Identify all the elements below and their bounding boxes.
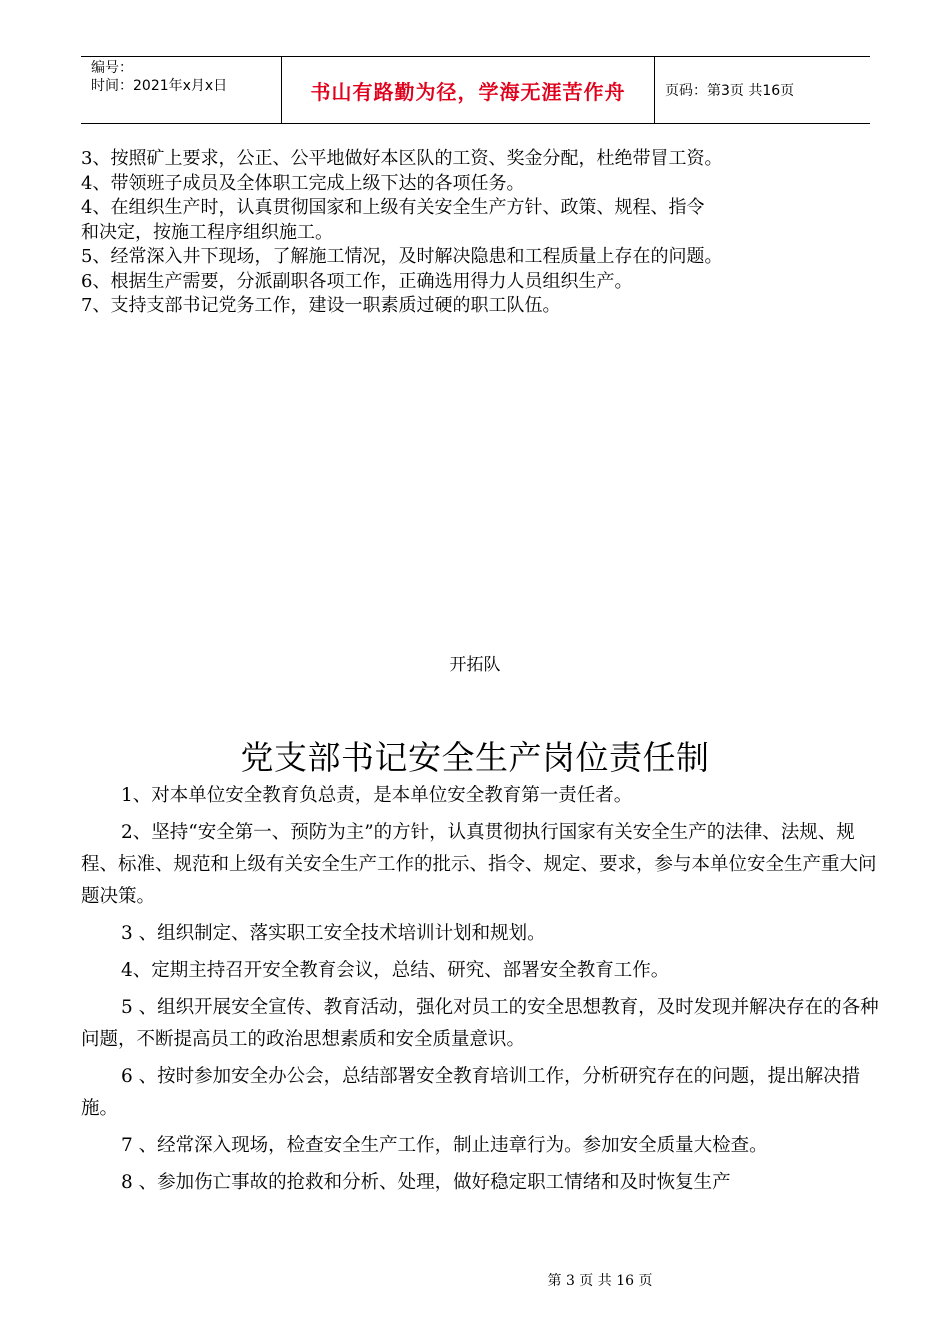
list-item: 4、在组织生产时，认真贯彻国家和上级有关安全生产方针、政策、规程、指令 <box>81 197 705 218</box>
list-item: 3、按照矿上要求，公正、公平地做好本区队的工资、奖金分配，杜绝带冒工资。 <box>81 148 723 169</box>
list-item: 7、支持支部书记党务工作，建设一职素质过硬的职工队伍。 <box>81 295 561 316</box>
list-item: 7 、经常深入现场，检查安全生产工作，制止违章行为。参加安全质量大检查。 <box>121 1135 768 1156</box>
header-motto: 书山有路勤为径，学海无涯苦作舟 <box>282 57 655 123</box>
document-number-label: 编号： <box>91 60 133 76</box>
list-item: 6、根据生产需要，分派副职各项工作，正确选用得力人员组织生产。 <box>81 270 633 292</box>
list-item: 8 、参加伤亡事故的抢救和分析、处理，做好稳定职工情绪和及时恢复生产 <box>121 1172 731 1193</box>
responsibility-list <box>81 780 881 1204</box>
list-item: 4、定期主持召开安全教育会议，总结、研究、部署安全教育工作。 <box>121 960 670 981</box>
duty-list-continued <box>81 147 881 319</box>
header-meta <box>81 57 282 123</box>
list-item: 3 、组织制定、落实职工安全技术培训计划和规划。 <box>121 923 546 944</box>
section-title: 党支部书记安全生产岗位责任制 <box>240 738 710 777</box>
page-footer: 第 3 页 共 16 页 <box>547 1273 653 1289</box>
list-item: 2、坚持“安全第一、预防为主”的方针，认真贯彻执行国家有关安全生产的法律、法规、规程、标准、规范和上级有关安全生产工作的批示、指令、规定、要求，参与本单位安全生产重大问题决策。 <box>81 822 877 907</box>
list-item: 1、对本单位安全教育负总责，是本单位安全教育第一责任者。 <box>121 785 633 806</box>
list-item: 5 、组织开展安全宣传、教育活动，强化对员工的安全思想教育，及时发现并解决存在的各种问题，不断提高员工的政治思想素质和安全质量意识。 <box>81 997 879 1050</box>
list-item: 4、带领班子成员及全体职工完成上级下达的各项任务。 <box>81 172 525 194</box>
list-item: 6 、按时参加安全办公会，总结部署安全教育培训工作，分析研究存在的问题，提出解决措施。 <box>81 1066 861 1119</box>
document-date: 时间：2021年x月x日 <box>91 78 228 94</box>
list-item: 和决定，按施工程序组织施工。 <box>81 221 333 243</box>
list-item: 5、经常深入井下现场，了解施工情况，及时解决隐患和工程质量上存在的问题。 <box>81 246 723 267</box>
header-page-info: 页码：第3页 共16页 <box>665 83 795 99</box>
page-header <box>81 56 870 124</box>
team-name: 开拓队 <box>449 655 501 675</box>
